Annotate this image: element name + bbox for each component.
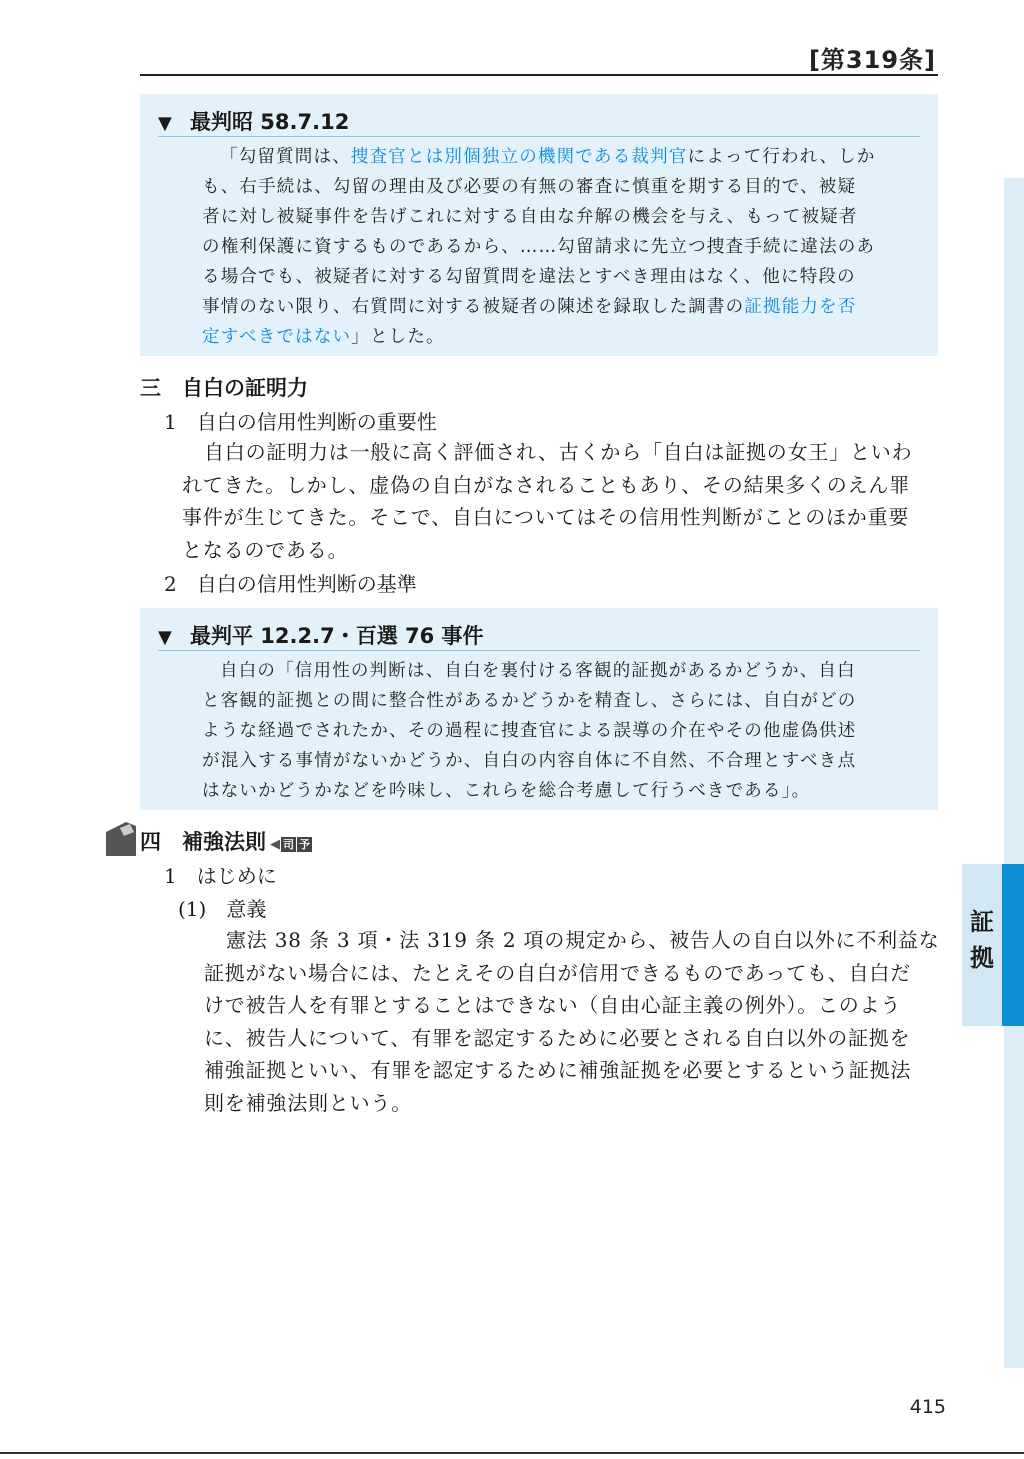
- case-heading-2-text: 最判平 12.2.7・百選 76 事件: [190, 624, 484, 648]
- text-segment: る場合でも、被疑者に対する勾留質問を違法とすべき理由はなく、他に特段の: [202, 267, 856, 287]
- text-line: [202, 262, 920, 292]
- text-segment: 」とした。: [351, 327, 445, 347]
- text-segment: の権利保護に資するものであるから、……勾留請求に先立つ捜査手続に違法のあ: [202, 237, 876, 257]
- page-number: 415: [909, 1396, 946, 1418]
- highlighted-text: 証拠能力を否: [744, 297, 857, 317]
- case-body-1: [202, 142, 920, 352]
- item-heading-3-2: 2 自白の信用性判断の基準: [164, 572, 417, 596]
- text-segment: によって行われ、しか: [687, 147, 876, 167]
- text-segment: 者に対し被疑事件を告げこれに対する自由な弁解の機会を与え、もって被疑者: [202, 207, 858, 227]
- text-segment: 事情のない限り、右質問に対する被疑者の陳述を録取した調書の: [202, 297, 745, 317]
- text-line: [202, 172, 920, 202]
- text-line: ような経過でされたか、その過程に捜査官による誤導の介在やその他虚偽供述: [202, 721, 857, 741]
- section-heading-4-text: 四 補強法則: [140, 829, 266, 854]
- highlighted-text: 定すべきではない: [202, 327, 352, 347]
- exam-tags: [270, 836, 312, 852]
- text-line: はないかどうかなどを吟味し、これらを総合考慮して行うべきである」。: [202, 781, 811, 801]
- text-line: となるのである。: [182, 537, 349, 562]
- text-segment: 「勾留質問は、: [220, 147, 351, 167]
- side-index-strip: [1004, 178, 1024, 1368]
- section-heading-3: 三 自白の証明力: [140, 375, 308, 400]
- triangle-marker-icon: ▼: [158, 627, 172, 648]
- text-line: 自白の証明力は一般に高く評価され、古くから「自白は証拠の女王」といわ: [204, 440, 913, 464]
- text-line: [202, 292, 920, 322]
- triangle-marker-icon: ▼: [158, 113, 172, 134]
- case-heading-2: [158, 620, 484, 650]
- header-rule: [140, 74, 938, 76]
- case-rule-2: [158, 650, 920, 651]
- side-index-tab[interactable]: [962, 864, 1024, 1026]
- side-tab-char-1: 証: [970, 908, 994, 936]
- side-tab-accent: [1002, 864, 1024, 1026]
- text-segment: も、右手続は、勾留の理由及び必要の有無の審査に慎重を期する目的で、被疑: [202, 177, 857, 197]
- text-line: 憲法 38 条 3 項・法 319 条 2 項の規定から、被告人の自白以外に不利益な: [226, 928, 940, 952]
- text-line: と客観的証拠との間に整合性があるかどうかを精査し、さらには、自白がどの: [202, 691, 857, 711]
- tag-arrow-icon: ◀: [270, 836, 280, 852]
- text-line: けで被告人を有罪とすることはできない（自由心証主義の例外）。このよう: [204, 993, 902, 1017]
- case-body-2: [202, 656, 920, 806]
- side-tab-char-2: 拠: [970, 944, 994, 972]
- tag-yobi: 予: [299, 837, 310, 851]
- sub-heading-4-1-1: (1) 意義: [178, 897, 267, 921]
- text-line: れてきた。しかし、虚偽の自白がなされることもあり、その結果多くのえん罪: [182, 472, 910, 497]
- section-heading-4: [140, 826, 312, 856]
- important-tag-icon: [106, 822, 136, 856]
- tag-shiho: 司: [283, 837, 294, 851]
- case-heading-1: [158, 106, 349, 136]
- bottom-rule: [0, 1452, 1024, 1454]
- text-line: に、被告人について、有罪を認定するために必要とされる自白以外の証拠を: [204, 1025, 911, 1050]
- text-line: [202, 142, 920, 172]
- case-box-1: [140, 94, 938, 356]
- text-line: 則を補強法則という。: [204, 1090, 412, 1115]
- case-heading-1-text: 最判昭 58.7.12: [190, 110, 350, 134]
- case-box-2: [140, 608, 938, 810]
- text-line: 自白の「信用性の判断は、自白を裏付ける客観的証拠があるかどうか、自白: [220, 661, 856, 681]
- text-line: [202, 322, 920, 352]
- side-tab-label: [962, 904, 1002, 976]
- item-heading-3-1: 1 自白の信用性判断の重要性: [164, 410, 437, 434]
- case-rule-1: [158, 136, 920, 137]
- text-line: 事件が生じてきた。そこで、自白についてはその信用性判断がことのほか重要: [182, 505, 910, 529]
- text-line: 証拠がない場合には、たとえその自白が信用できるものであっても、自白だ: [204, 960, 911, 985]
- article-reference: [第319条]: [808, 46, 936, 74]
- paragraph-4-1: [204, 924, 938, 1119]
- paragraph-3-1: [182, 436, 938, 566]
- text-line: が混入する事情がないかどうか、自白の内容自体に不自然、不合理とすべき点: [202, 751, 857, 771]
- item-heading-4-1: 1 はじめに: [164, 864, 277, 888]
- text-line: [202, 202, 920, 232]
- text-line: [202, 232, 920, 262]
- highlighted-text: 捜査官とは別個独立の機関である裁判官: [350, 147, 688, 167]
- text-line: 補強証拠といい、有罪を認定するために補強証拠を必要とするという証拠法: [204, 1058, 912, 1082]
